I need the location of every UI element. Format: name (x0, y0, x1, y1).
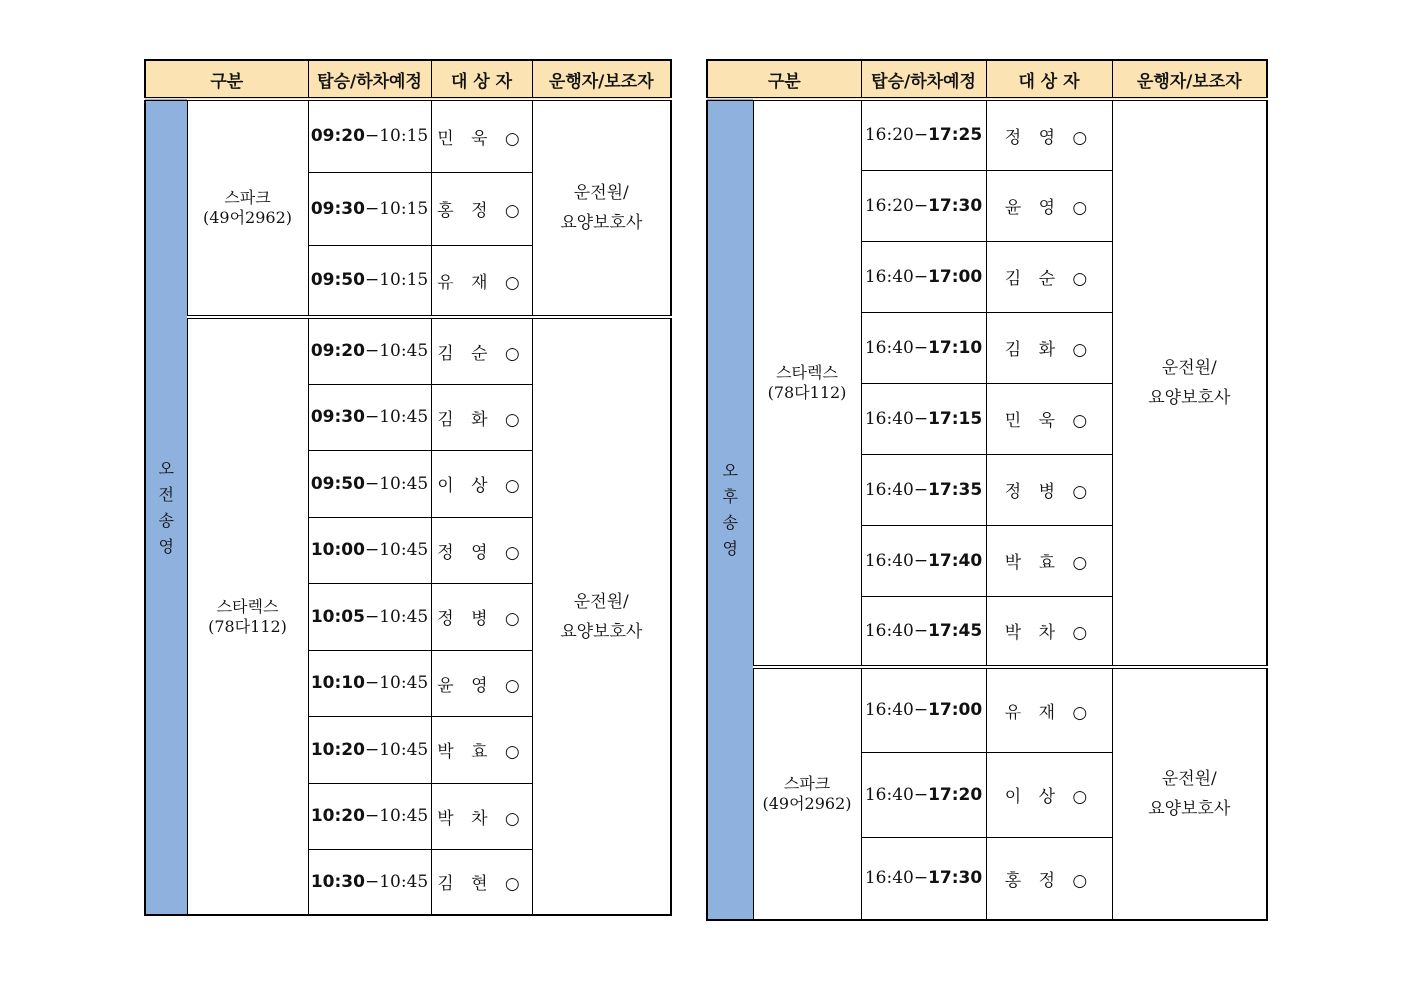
morning-schedule-table (144, 59, 672, 916)
time-cell: 10:30−10:45 (308, 849, 431, 915)
time-cell: 16:40−17:30 (861, 837, 986, 920)
table-row (707, 667, 1267, 752)
vehicle-cell (753, 667, 861, 920)
vehicle-name: 스파크 (783, 774, 831, 793)
passenger-name: 민 욱 ○ (986, 383, 1112, 454)
passenger-name: 정 병 ○ (431, 583, 532, 650)
time-cell: 16:20−17:30 (861, 170, 986, 241)
passenger-name: 홍 정 ○ (431, 172, 532, 245)
time-cell: 10:20−10:45 (308, 783, 431, 849)
table-header-row (707, 60, 1267, 99)
passenger-name: 유 재 ○ (431, 245, 532, 317)
vehicle-number: (49어2962) (762, 794, 852, 813)
passenger-name: 홍 정 ○ (986, 837, 1112, 920)
header-passenger: 대 상 자 (986, 60, 1112, 99)
time-cell: 16:40−17:35 (861, 454, 986, 525)
time-cell: 16:40−17:10 (861, 312, 986, 383)
passenger-name: 윤 영 ○ (986, 170, 1112, 241)
passenger-name: 김 순 ○ (986, 241, 1112, 312)
afternoon-schedule-table (706, 59, 1268, 921)
header-staff: 운행자/보조자 (532, 60, 671, 99)
table-row (707, 99, 1267, 170)
time-cell: 09:50−10:15 (308, 245, 431, 317)
vehicle-cell (187, 317, 308, 915)
vehicle-cell (187, 99, 308, 317)
passenger-name: 박 효 ○ (431, 716, 532, 783)
vehicle-number: (78다112) (767, 383, 847, 402)
passenger-name: 박 차 ○ (986, 596, 1112, 667)
session-label: 오전송영 (145, 99, 187, 915)
time-cell: 16:40−17:00 (861, 241, 986, 312)
passenger-name: 정 병 ○ (986, 454, 1112, 525)
staff-cell: 운전원/ 요양보호사 (532, 317, 671, 915)
time-cell: 10:20−10:45 (308, 716, 431, 783)
time-cell: 09:30−10:45 (308, 384, 431, 450)
passenger-name: 김 화 ○ (986, 312, 1112, 383)
time-cell: 10:10−10:45 (308, 650, 431, 716)
header-time: 탑승/하차예정 (308, 60, 431, 99)
staff-cell: 운전원/ 요양보호사 (1112, 99, 1267, 667)
time-cell: 16:40−17:20 (861, 752, 986, 837)
passenger-name: 이 상 ○ (986, 752, 1112, 837)
passenger-name: 김 순 ○ (431, 317, 532, 384)
time-cell: 16:40−17:40 (861, 525, 986, 596)
vehicle-name: 스파크 (224, 188, 271, 207)
time-cell: 16:40−17:45 (861, 596, 986, 667)
passenger-name: 김 화 ○ (431, 384, 532, 450)
time-cell: 10:00−10:45 (308, 517, 431, 583)
passenger-name: 윤 영 ○ (431, 650, 532, 716)
header-time: 탑승/하차예정 (861, 60, 986, 99)
passenger-name: 정 영 ○ (986, 99, 1112, 170)
vehicle-name: 스타렉스 (216, 596, 279, 616)
vehicle-number: (78다112) (208, 616, 287, 636)
header-passenger: 대 상 자 (431, 60, 532, 99)
passenger-name: 박 차 ○ (431, 783, 532, 849)
passenger-name: 김 현 ○ (431, 849, 532, 915)
staff-cell: 운전원/ 요양보호사 (532, 99, 671, 317)
passenger-name: 정 영 ○ (431, 517, 532, 583)
header-category: 구분 (707, 60, 861, 99)
table-row (145, 317, 671, 384)
time-cell: 09:30−10:15 (308, 172, 431, 245)
vehicle-name: 스타렉스 (776, 363, 838, 382)
time-cell: 16:40−17:00 (861, 667, 986, 752)
time-cell: 10:05−10:45 (308, 583, 431, 650)
time-cell: 09:20−10:15 (308, 99, 431, 172)
staff-cell: 운전원/ 요양보호사 (1112, 667, 1267, 920)
table-header-row (145, 60, 671, 99)
passenger-name: 유 재 ○ (986, 667, 1112, 752)
passenger-name: 박 효 ○ (986, 525, 1112, 596)
vehicle-number: (49어2962) (202, 208, 293, 227)
header-staff: 운행자/보조자 (1112, 60, 1267, 99)
time-cell: 16:40−17:15 (861, 383, 986, 454)
time-cell: 16:20−17:25 (861, 99, 986, 170)
header-category: 구분 (145, 60, 308, 99)
time-cell: 09:20−10:45 (308, 317, 431, 384)
passenger-name: 민 욱 ○ (431, 99, 532, 172)
session-label: 오후송영 (707, 99, 753, 920)
passenger-name: 이 상 ○ (431, 450, 532, 517)
time-cell: 09:50−10:45 (308, 450, 431, 517)
vehicle-cell (753, 99, 861, 667)
table-row (145, 99, 671, 172)
